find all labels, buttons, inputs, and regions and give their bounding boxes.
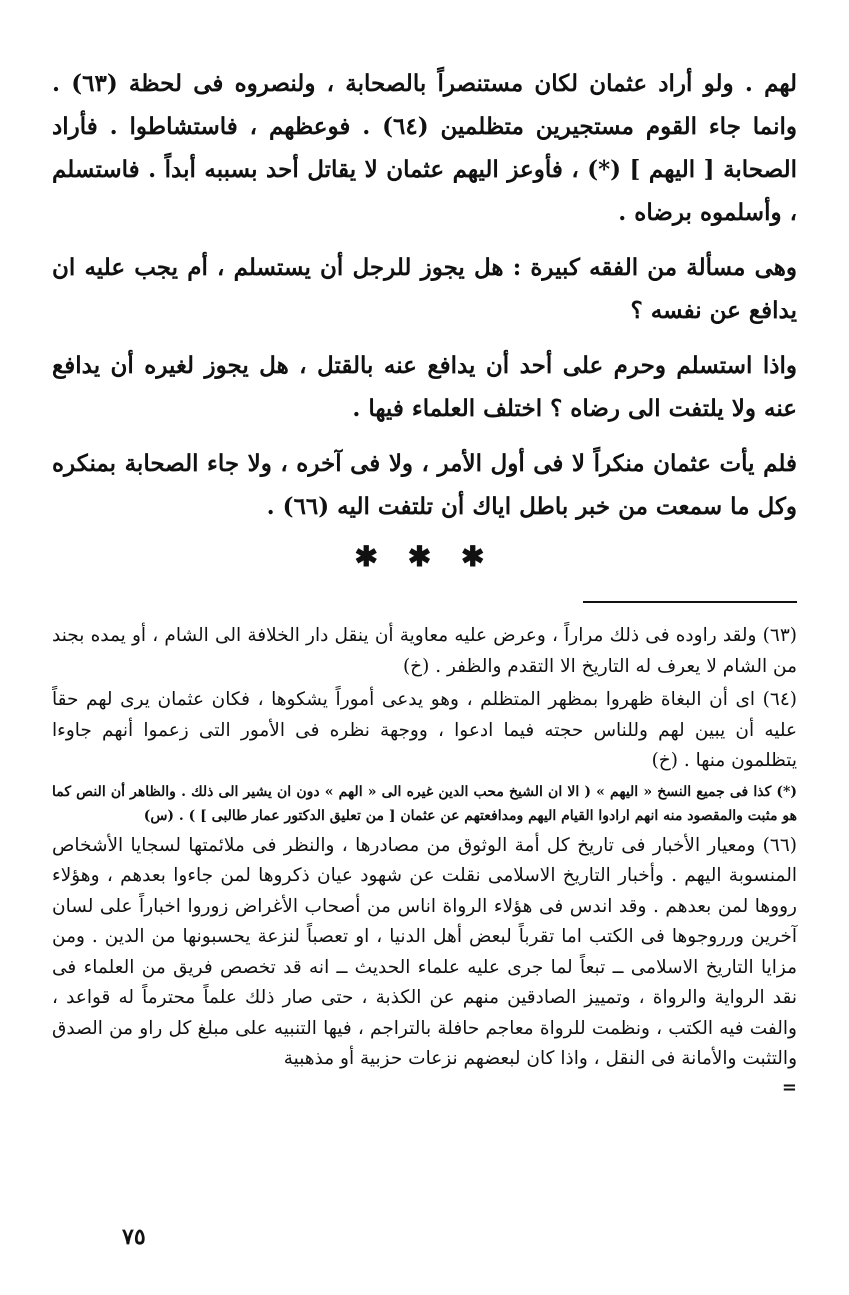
footnote-rule: [583, 601, 797, 603]
body-paragraph-1: لهم . ولو أراد عثمان لكان مستنصراً بالصحابة ، ولنصروه فى لحظة (٦٣) . وانما جاء القوم مستجيرين متظلمين (٦٤) . فوعظهم ، فاستشاطوا . فأراد الصحابة [ اليهم ] (*) ، فأوعز اليهم عثمان لا يقاتل أحد بسببه أبداً . فاستسلم ، وأسلموه برضاه .: [52, 70, 797, 226]
footnote-64: (٦٤) اى أن البغاة ظهروا بمظهر المتظلم ، وهو يدعى أموراً يشكوها ، فكان عثمان يرى لهم حقاً عليه أن يبين لهم وللناس حجته فيما ادعوا ، ووجهة نظره فى الأمور التى زعموا أنهم جاوءا يتظلمون منها . (خ): [52, 689, 797, 771]
body-paragraph-2: وهى مسألة من الفقه كبيرة : هل يجوز للرجل أن يستسلم ، أم يجب عليه ان يدافع عن نفسه ؟: [52, 254, 797, 324]
main-text: [52, 62, 797, 528]
body-paragraph-4: فلم يأت عثمان منكراً لا فى أول الأمر ، ولا فى آخره ، ولا جاء الصحابة بمنكره وكل ما سمعت من خبر باطل اياك أن تلتفت اليه (٦٦) .: [52, 450, 797, 520]
footnote-63: (٦٣) ولقد راوده فى ذلك مراراً ، وعرض عليه معاوية أن ينقل دار الخلافة الى الشام ، أو يمده بجند من الشام لا يعرف له التاريخ الا التقدم والظفر . (خ): [52, 625, 797, 677]
page-number: ٧٥: [122, 1224, 146, 1250]
footnote-divider: [52, 595, 797, 621]
continuation-mark: =: [781, 1076, 797, 1098]
footnote-editor-note: (*) كذا فى جميع النسخ « اليهم » ( الا ان الشيخ محب الدين غيره الى « الهم » دون ان يشير الى ذلك . والظاهر أن النص كما هو مثبت والمقصود منه انهم ارادوا القيام اليهم ومدافعتهم عن عثمان [ من تعليق الدكتور عمار طالبى ] ) . (س): [52, 783, 797, 824]
footnote-66: (٦٦) ومعيار الأخبار فى تاريخ كل أمة الوثوق من مصادرها ، والنظر فى ملائمتها لسجايا الأشخاص المنسوبة اليهم . وأخبار التاريخ الاسلامى نقلت عن شهود عيان ذكروها لمن جاءوا بعدهم ، وهؤلاء رووها لمن بعدهم . وقد اندس فى هؤلاء الرواة اناس من أصحاب الأغراض زوروا اخباراً على لسان آخرين ورروجوها فى الكتب اما تقرباً لبعض أهل الدنيا ، او تعصباً لنزعة يحسبونها من الدين . ومن مزايا التاريخ الاسلامى ــ تبعاً لما جرى عليه علماء الحديث ــ انه قد تخصص فريق من العلماء فى نقد الرواية والرواة ، وتمييز الصادقين منهم عن الكذبة ، حتى صار ذلك علماً محترماً له قواعد ، والفت فيه الكتب ، ونظمت للرواة معاجم حافلة بالتراجم ، فيها التنبيه على مبلغ كل راو من الصدق والتثبت والأمانة فى النقل ، واذا كان لبعضهم نزعات حزبية أو مذهبية: [52, 834, 797, 1069]
section-separator: ✱ ✱ ✱: [354, 540, 495, 573]
footnotes: [52, 621, 797, 1098]
body-paragraph-3: واذا استسلم وحرم على أحد أن يدافع عنه بالقتل ، هل يجوز لغيره أن يدافع عنه ولا يلتفت الى رضاه ؟ اختلف العلماء فيها .: [52, 352, 797, 422]
